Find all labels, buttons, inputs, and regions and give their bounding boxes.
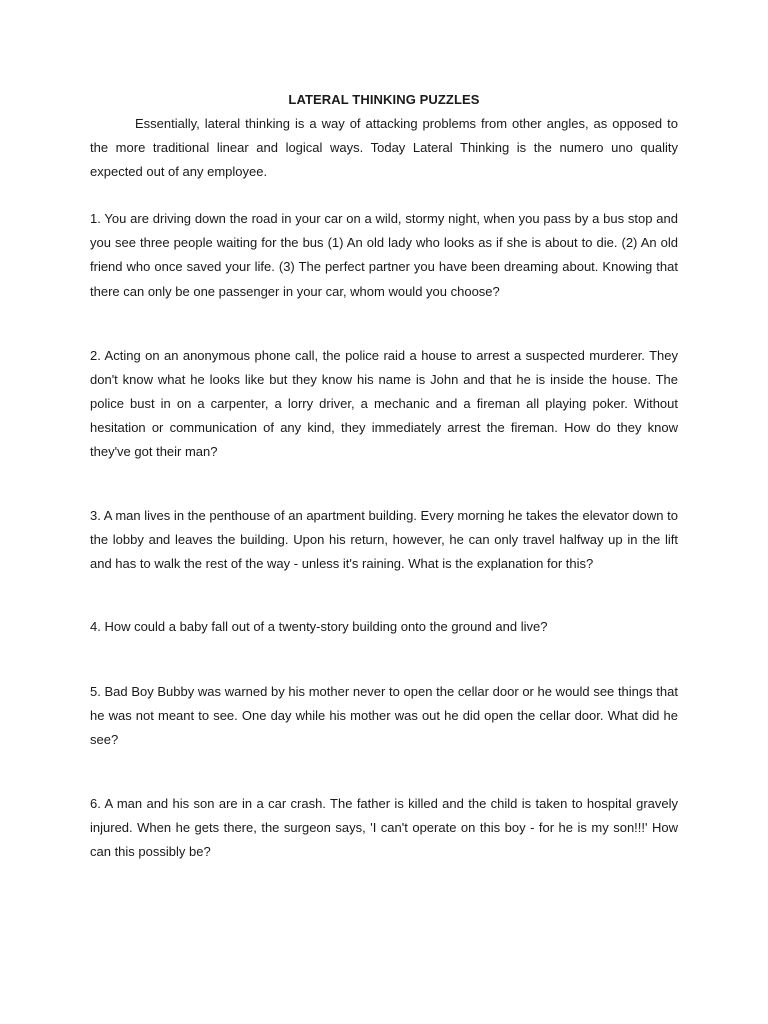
intro-paragraph: Essentially, lateral thinking is a way of attacking problems from other angles, as opposed to the more traditional linear and logical ways. Today Lateral Thinking is the numero uno quality expected out of any employee. [90,116,678,180]
document-title: LATERAL THINKING PUZZLES [288,92,480,107]
puzzle-6: 6. A man and his son are in a car crash. The father is killed and the child is taken to hospital gravely injured. When he gets there, the surgeon says, 'I can't operate on this boy - for he is my son!!!' How can this possibly be? [90,795,678,859]
puzzle-2: 2. Acting on an anonymous phone call, the police raid a house to arrest a suspected murderer. They don't know what he looks like but they know his name is John and that he is inside the house. The police bust in on a carpenter, a lorry driver, a mechanic and a fireman all playing poker. Without hesitation or communication of any kind, they immediately arrest the fireman. How do they know they've got their man? [90,347,678,460]
puzzle-4: 4. How could a baby fall out of a twenty-story building onto the ground and live? [90,619,548,635]
puzzle-1: 1. You are driving down the road in your car on a wild, stormy night, when you pass by a bus stop and you see three people waiting for the bus (1) An old lady who looks as if she is about to die. (2) An old friend who once saved your life. (3) The perfect partner you have been dreaming about. Knowing that there can only be one passenger in your car, whom would you choose? [90,211,678,299]
puzzle-3: 3. A man lives in the penthouse of an apartment building. Every morning he takes the elevator down to the lobby and leaves the building. Upon his return, however, he can only travel halfway up in the lift and has to walk the rest of the way - unless it's raining. What is the explanation for this? [90,508,678,572]
document-page [90,88,678,864]
puzzle-5: 5. Bad Boy Bubby was warned by his mother never to open the cellar door or he would see things that he was not meant to see. One day while his mother was out he did open the cellar door. What did he see? [90,683,678,747]
